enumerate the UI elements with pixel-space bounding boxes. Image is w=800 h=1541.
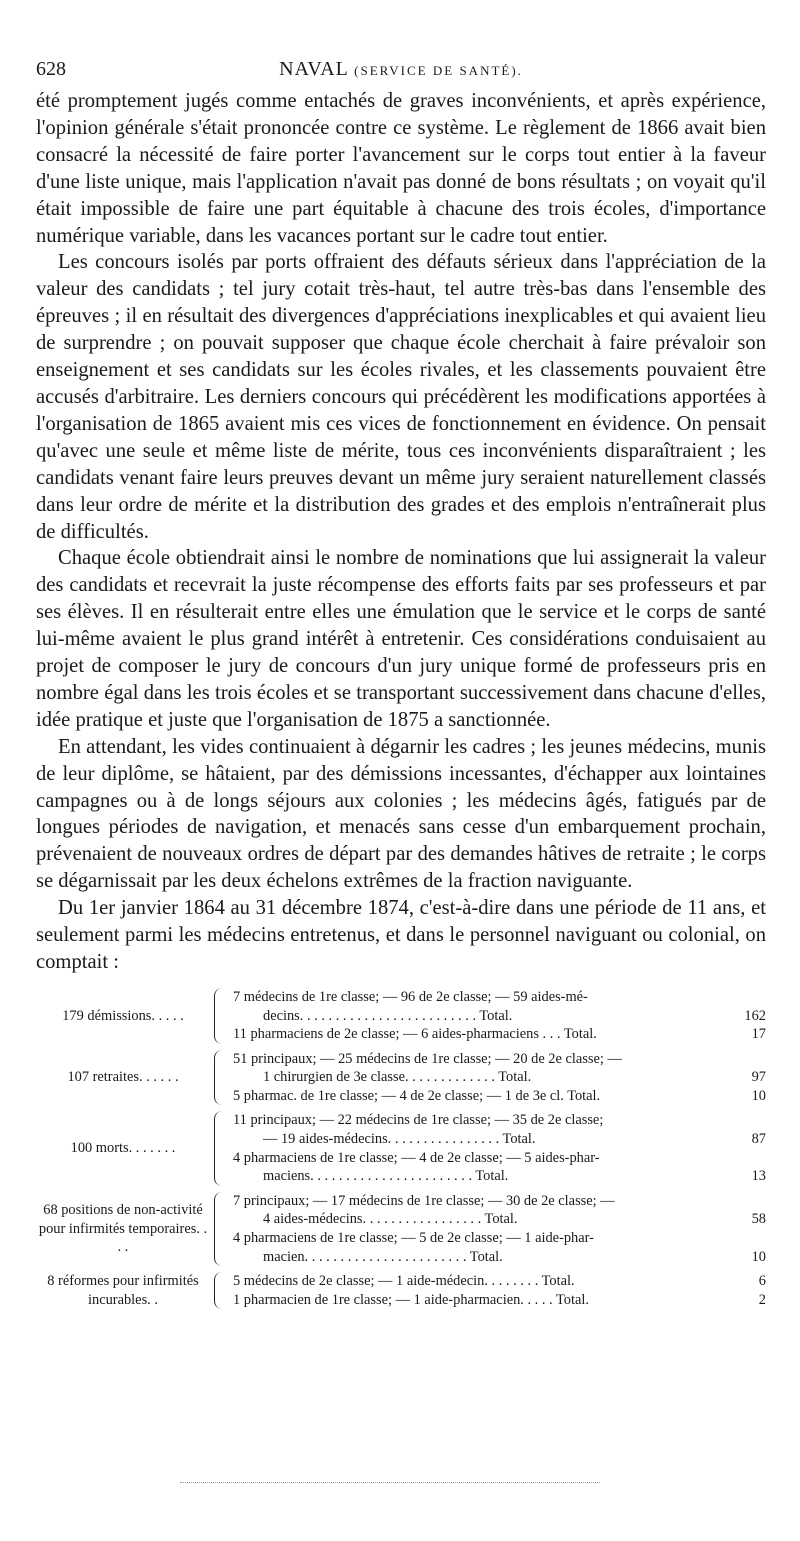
stat-line: 4 pharmaciens de 1re classe; — 5 de 2e classe; — 1 aide-phar- bbox=[233, 1230, 594, 1247]
page bbox=[36, 52, 766, 1315]
stat-line: 7 principaux; — 17 médecins de 1re classe; — 30 de 2e classe; — bbox=[233, 1192, 615, 1209]
running-title bbox=[36, 58, 766, 81]
paragraph: Du 1er janvier 1864 au 31 décembre 1874, c'est-à-dire dans une période de 11 ans, et seulement parmi les médecins entretenus, et dans le personnel naviguant ou colonial, on comptait : bbox=[36, 897, 766, 973]
stat-line: maciens. . . . . . . . . . . . . . . . . . . . . . . Total. 13 bbox=[263, 1168, 766, 1185]
paragraph: Chaque école obtiendrait ainsi le nombre de nominations que lui assignerait la valeur des candidats et recevrait la juste récompense des efforts faits par ses professeurs et par ses élèves. Il en résulterait entre elles une émulation que le service et le corps de santé lui-même avaient le plus grand intérêt à entretenir. Ces considérations conduisaient au projet de composer le jury de concours d'un jury unique formé de professeurs pris en nombre égal dans les trois écoles et se transportant successivement dans chacune d'elles, idée pratique et juste que l'organisation de 1875 a sanctionnée. bbox=[36, 547, 766, 731]
body-text bbox=[36, 88, 766, 976]
stat-line: — 19 aides-médecins. . . . . . . . . . . . . . . . Total. 87 bbox=[263, 1131, 766, 1148]
stat-line: macien. . . . . . . . . . . . . . . . . . . . . . . Total. 10 bbox=[263, 1248, 766, 1265]
stat-label: 68 positions de non-activité pour infirmités temporaires. . . . bbox=[38, 1202, 208, 1256]
stat-group-morts bbox=[36, 1111, 766, 1185]
brace bbox=[214, 1272, 227, 1309]
brace bbox=[214, 1111, 227, 1185]
stat-line: 51 principaux; — 25 médecins de 1re classe; — 20 de 2e classe; — bbox=[233, 1050, 622, 1067]
stat-label: 100 morts. . . . . . . bbox=[70, 1140, 176, 1157]
page-number: 628 bbox=[36, 58, 66, 80]
paragraph: été promptement jugés comme entachés de graves inconvénients, et après expérience, l'opinion générale s'était prononcée contre ce système. Le règlement de 1866 avait bien consacré la nécessité de faire porter l'avancement sur le corps tout entier à la faveur d'une liste unique, mais l'application n'avait pas donné de bons résultats ; on voyait qu'il était impossible de faire une part équitable à chacune des trois écoles, d'importance numérique variable, dans les vacances portant sur le cadre tout entier. bbox=[36, 90, 766, 247]
stat-line: decins. . . . . . . . . . . . . . . . . . . . . . . . . Total. 162 bbox=[263, 1007, 766, 1024]
paragraph: Les concours isolés par ports offraient des défauts sérieux dans l'appréciation de la valeur des candidats ; tel jury cotait très-haut, tel autre très-bas dans l'ensemble des épreuves ; il en résultait des divergences d'appréciations inexplicables et qui avaient lieu de surprendre ; on pouvait supposer que chaque école cherchait à faire prévaloir son enseignement et ses candidats sur les écoles rivales, et les classements pouvaient être accusés d'arbitraire. Les derniers concours qui précédèrent les modifications apportées à l'organisation de 1865 avaient mis ces vices de fonctionnement en évidence. On pensait qu'avec une seule et même liste de mérite, tous ces inconvénients disparaîtraient ; les candidats venant faire leurs preuves devant un même jury seraient naturellement classés dans leur ordre de mérite et la distribution des grades et des emplois n'entraînerait plus de difficultés. bbox=[36, 251, 766, 543]
stat-group-non-activite bbox=[36, 1192, 766, 1266]
stat-label: 8 réformes pour infirmités incurables. . bbox=[47, 1273, 199, 1308]
stat-line: 11 principaux; — 22 médecins de 1re classe; — 35 de 2e classe; bbox=[233, 1112, 604, 1129]
stat-line: 5 médecins de 2e classe; — 1 aide-médecin. . . . . . . . Total. 6 bbox=[233, 1273, 766, 1290]
brace bbox=[214, 1050, 227, 1106]
stat-line: 5 pharmac. de 1re classe; — 4 de 2e classe; — 1 de 3e cl. Total. 10 bbox=[233, 1087, 766, 1104]
stat-line: 11 pharmaciens de 2e classe; — 6 aides-pharmaciens . . . Total. 17 bbox=[233, 1026, 766, 1043]
stat-line: 4 pharmaciens de 1re classe; — 4 de 2e classe; — 5 aides-phar- bbox=[233, 1149, 600, 1166]
running-header bbox=[36, 52, 766, 88]
stat-group-demissions bbox=[36, 988, 766, 1044]
paragraph: En attendant, les vides continuaient à dégarnir les cadres ; les jeunes médecins, munis de leur diplôme, se hâtaient, par des démissions incessantes, d'échapper aux lointaines campagnes ou à de longs séjours aux colonies ; les médecins âgés, fatigués par de longues périodes de navigation, et menacés sans cesse d'un embarquement prochain, prévenaient de nouveaux ordres de départ par des demandes hâtives de retraite ; le corps se dégarnissait par les deux échelons extrêmes de la fraction naviguante. bbox=[36, 735, 766, 893]
statistics-table bbox=[36, 988, 766, 1310]
stat-group-reformes bbox=[36, 1272, 766, 1309]
footer-rule bbox=[180, 1482, 600, 1483]
brace bbox=[214, 988, 227, 1044]
stat-line: 1 chirurgien de 3e classe. . . . . . . . . . . . . Total. 97 bbox=[263, 1069, 766, 1086]
stat-label: 107 retraites. . . . . . bbox=[67, 1069, 179, 1086]
stat-line: 7 médecins de 1re classe; — 96 de 2e classe; — 59 aides-mé- bbox=[233, 988, 588, 1005]
stat-line: 4 aides-médecins. . . . . . . . . . . . . . . . . Total. 58 bbox=[263, 1211, 766, 1228]
stat-group-retraites bbox=[36, 1050, 766, 1106]
stat-line: 1 pharmacien de 1re classe; — 1 aide-pharmacien. . . . . Total. 2 bbox=[233, 1291, 766, 1308]
running-title-sub: (SERVICE DE SANTÉ). bbox=[354, 63, 523, 78]
stat-label: 179 démissions. . . . . bbox=[62, 1007, 184, 1024]
brace bbox=[214, 1192, 227, 1266]
running-title-main: NAVAL bbox=[279, 58, 349, 80]
